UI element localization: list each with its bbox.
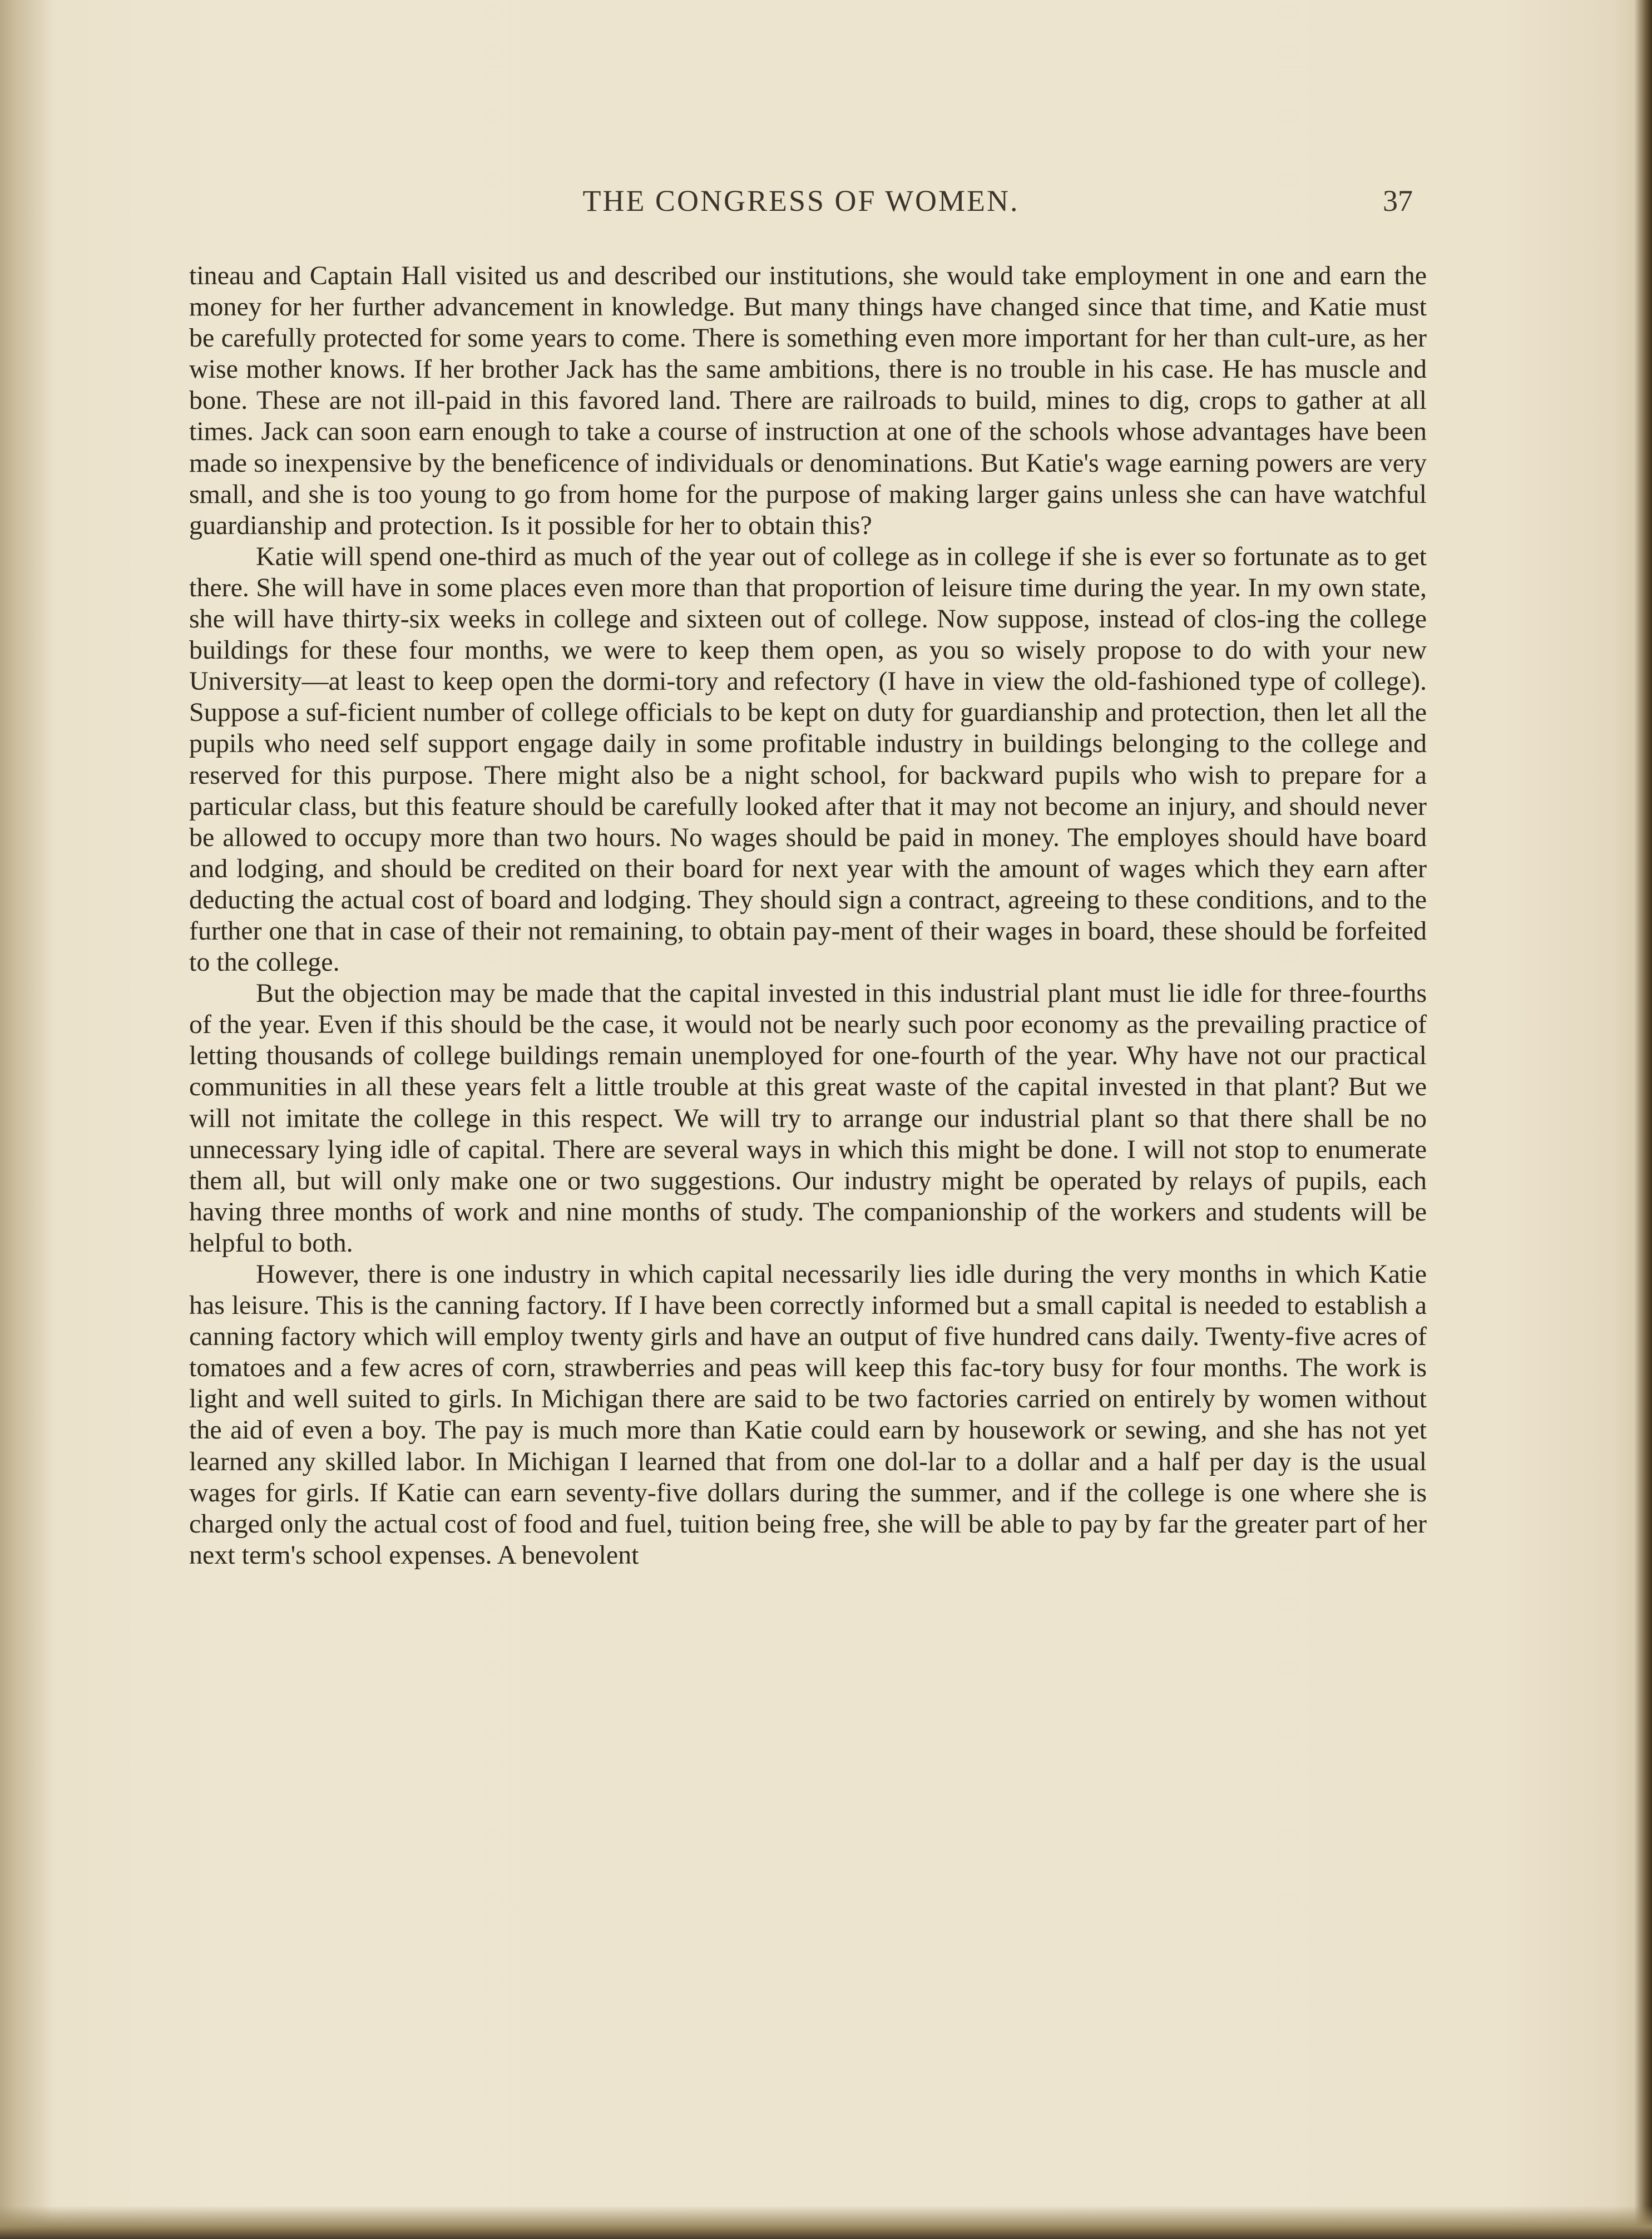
page-bottom-edge	[0, 2206, 1652, 2239]
running-title: THE CONGRESS OF WOMEN.	[582, 184, 1020, 218]
page-header	[189, 184, 1413, 234]
gutter-shadow	[0, 0, 53, 2239]
body-text	[189, 260, 1427, 1571]
page-right-edge	[1634, 0, 1652, 2239]
paragraph: However, there is one industry in which capital necessarily lies idle during the very months in which Katie has leisure. This is the canning factory. If I have been correctly informed but a small capital is needed to establish a canning factory which will employ twenty girls and have an output of five hundred cans daily. Twenty-five acres of tomatoes and a few acres of corn, strawberries and peas will keep this fac-tory busy for four months. The work is light and well suited to girls. In Michigan there are said to be two factories carried on entirely by women without the aid of even a boy. The pay is much more than Katie could earn by housework or sewing, and she has not yet learned any skilled labor. In Michigan I learned that from one dol-lar to a dollar and a half per day is the usual wages for girls. If Katie can earn seventy-five dollars during the summer, and if the college is one where she is charged only the actual cost of food and fuel, tuition being free, she will be able to pay by far the greater part of her next term's school expenses. A benevolent	[189, 1259, 1427, 1570]
paragraph: Katie will spend one-third as much of the year out of college as in college if she is ever so fortunate as to get there. She will have in some places even more than that proportion of leisure time during the year. In my own state, she will have thirty-six weeks in college and sixteen out of college. Now suppose, instead of clos-ing the college buildings for these four months, we were to keep them open, as you so wisely propose to do with your new University—at least to keep open the dormi-tory and refectory (I have in view the old-fashioned type of college). Suppose a suf-ficient number of college officials to be kept on duty for guardianship and protection, then let all the pupils who need self support engage daily in some profitable industry in buildings belonging to the college and reserved for this purpose. There might also be a night school, for backward pupils who wish to prepare for a particular class, but this feature should be carefully looked after that it may not become an injury, and should never be allowed to occupy more than two hours. No wages should be paid in money. The employes should have board and lodging, and should be credited on their board for next year with the amount of wages which they earn after deducting the actual cost of board and lodging. They should sign a contract, agreeing to these conditions, and to the further one that in case of their not remaining, to obtain pay-ment of their wages in board, these should be forfeited to the college.	[189, 541, 1427, 977]
paragraph: But the objection may be made that the capital invested in this industrial plant must lie idle for three-fourths of the year. Even if this should be the case, it would not be nearly such poor economy as the prevailing practice of letting thousands of college buildings remain unemployed for one-fourth of the year. Why have not our practical communities in all these years felt a little trouble at this great waste of the capital invested in that plant? But we will not imitate the college in this respect. We will try to arrange our industrial plant so that there shall be no unnecessary lying idle of capital. There are several ways in which this might be done. I will not stop to enumerate them all, but will only make one or two suggestions. Our industry might be operated by relays of pupils, each having three months of work and nine months of study. The companionship of the workers and students will be helpful to both.	[189, 978, 1427, 1258]
paragraph-continued: tineau and Captain Hall visited us and described our institutions, she would take employment in one and earn the money for her further advancement in knowledge. But many things have changed since that time, and Katie must be carefully protected for some years to come. There is something even more important for her than cult-ure, as her wise mother knows. If her brother Jack has the same ambitions, there is no trouble in his case. He has muscle and bone. These are not ill-paid in this favored land. There are railroads to build, mines to dig, crops to gather at all times. Jack can soon earn enough to take a course of instruction at one of the schools whose advantages have been made so inexpensive by the beneficence of individuals or denominations. But Katie's wage earning powers are very small, and she is too young to go from home for the purpose of making larger gains unless she can have watchful guardianship and protection. Is it possible for her to obtain this?	[189, 261, 1427, 540]
page-number: 37	[1383, 184, 1413, 218]
